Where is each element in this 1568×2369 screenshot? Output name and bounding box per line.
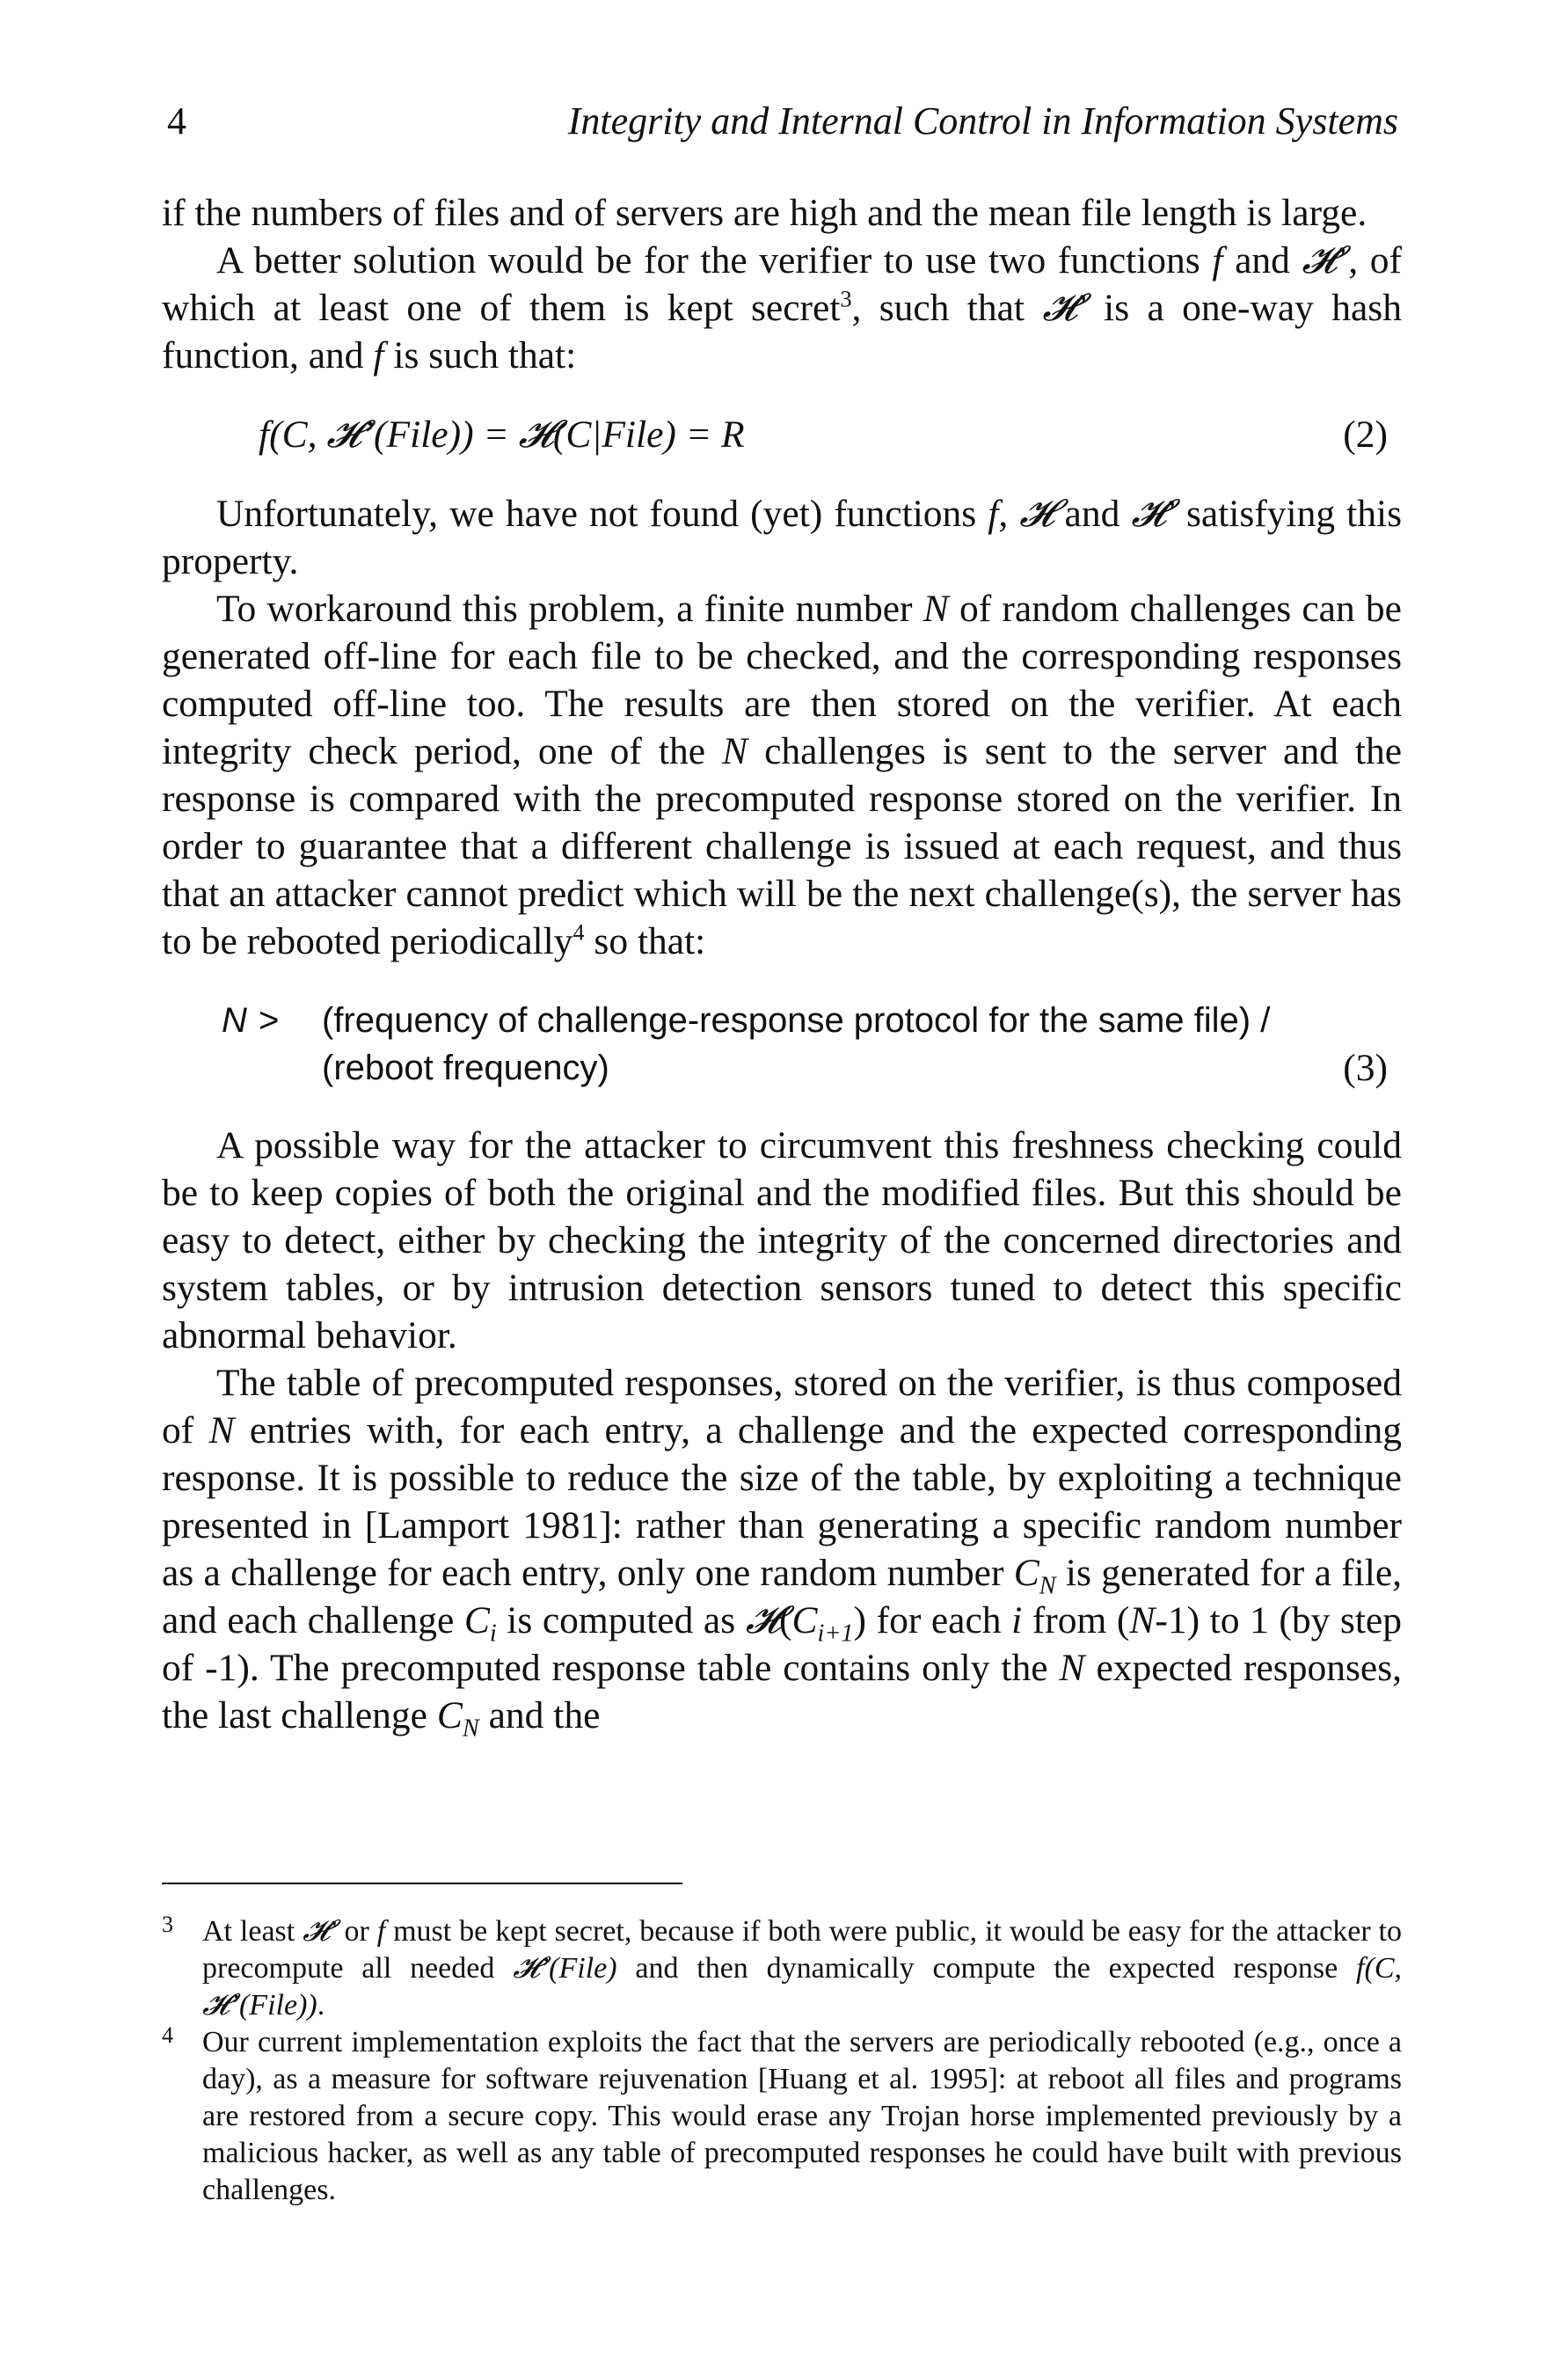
footnote-3 [162, 1913, 1402, 2024]
footnote-4 [162, 2024, 1402, 2209]
equation-3 [162, 997, 1402, 1093]
paragraph-1: if the numbers of files and of servers are high and the mean file length is large. [162, 192, 1367, 234]
footnote-4-mark: 4 [162, 2022, 173, 2048]
page-number: 4 [167, 99, 186, 143]
equation-2-number: (2) [1343, 413, 1388, 456]
equation-3-operator: > [259, 1001, 280, 1040]
footnote-separator [162, 1883, 682, 1884]
page-header [167, 88, 1398, 150]
equation-3-number: (3) [1343, 1047, 1388, 1089]
equation-2 [162, 411, 1402, 458]
paragraph-5: A possible way for the attacker to circumvent this freshness checking could be to keep copies of both the original and the modified files. But this should be easy to detect, either by checking the integrity of the concerned directories and system tables, or by intrusion detection sensors tuned to detect this specific abnormal behavior. [162, 1124, 1402, 1356]
paragraph-6: The table of precomputed responses, stored on the verifier, is thus composed of N entries with, for each entry, a challenge and the expected corresponding response. It is possible to reduce the size of the table, by exploiting a technique presented in [Lamport 1981]: rather than generating a specific random number as a challenge for each entry, only one random number $C_N$ is generated for a file, and each challenge $C_i$ is computed as $𝓗(C_{i+1})$ for each i from (N-1) to 1 (by step of -1). The precomputed response table contains only the N expected responses, the last challenge $C_N$ and the [162, 1362, 1402, 1743]
equation-3-line-1: (frequency of challenge-response protocol for the same file) / [322, 1001, 1271, 1040]
equation-2-expression: f(C, 𝓗’(File)) = 𝓗(C|File) = R [259, 413, 745, 456]
footnote-3-mark: 3 [162, 1912, 173, 1937]
paragraph-2: A better solution would be for the verifier to use two functions f and 𝓗’, of which at least one of them is kept secret$^3$, such that 𝓗’ is a one-way hash function, and f is such that: [162, 239, 1402, 377]
footnote-3-text: At least 𝓗’ or f must be kept secret, because if both were public, it would be easy for the attacker to precompute all needed 𝓗’(File) and then dynamically compute the expected response f(C, 𝓗’(File)). [202, 1915, 1403, 2022]
body-text [162, 189, 1403, 1743]
equation-3-lhs: N [222, 1001, 247, 1040]
paragraph-3: Unfortunately, we have not found (yet) functions f, 𝓗 and 𝓗’ satisfying this property. [162, 493, 1402, 582]
footnotes [162, 1913, 1402, 2209]
footnote-4-text: Our current implementation exploits the fact that the servers are periodically rebooted (e.g., once a day), as a measure for software rejuvenation [Huang et al. 1995]: at reboot all files and programs are restored from a secure copy. This would erase any Trojan horse implemented previously by a malicious hacker, as well as any table of precomputed responses he could have built with previous challenges. [202, 2026, 1402, 2206]
equation-3-line-2: (reboot frequency) [322, 1049, 609, 1087]
footnote-ref-4: 4 [573, 919, 585, 946]
footnote-ref-3: 3 [840, 286, 852, 312]
paragraph-4: To workaround this problem, a finite number N of random challenges can be generated off-line for each file to be checked, and the corresponding responses computed off-line too. The results are then stored on the verifier. At each integrity check period, one of the N challenges is sent to the server and the response is compared with the precomputed response stored on the verifier. In order to guarantee that a different challenge is issued at each request, and thus that an attacker cannot predict which will be the next challenge(s), the server has to be rebooted periodically$^4$ so that: [162, 588, 1403, 962]
running-title: Integrity and Internal Control in Information Systems [567, 99, 1398, 143]
